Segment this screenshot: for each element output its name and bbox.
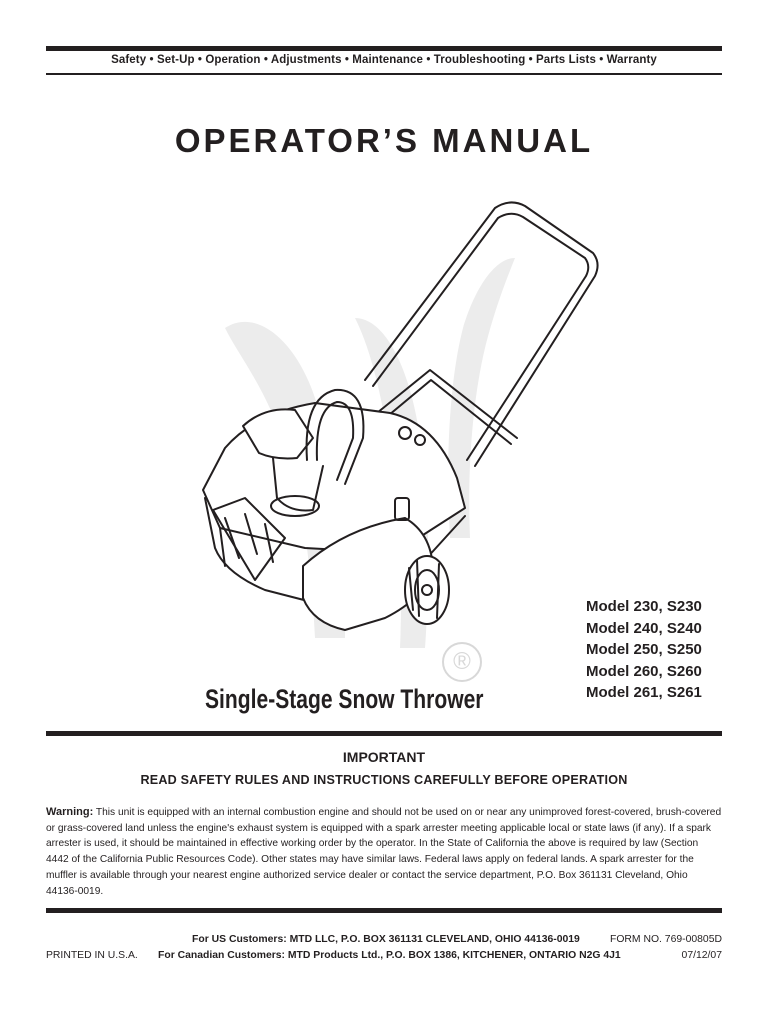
notice-top-rule — [46, 731, 722, 736]
model-entry: Model 230, S230 — [586, 598, 702, 615]
safety-instruction: READ SAFETY RULES AND INSTRUCTIONS CAREFULLY BEFORE OPERATION — [140, 773, 628, 787]
header-rule — [46, 73, 722, 75]
section-list: Safety • Set-Up • Operation • Adjustments • Maintenance • Troubleshooting • Parts Lists • Warranty — [111, 54, 657, 66]
printed-in: PRINTED IN U.S.A. — [46, 950, 138, 961]
manual-title: OPERATOR’S MANUAL — [174, 122, 594, 159]
form-number: FORM NO. 769-00805D — [609, 934, 722, 945]
important-heading: IMPORTANT — [342, 749, 426, 765]
warning-label: Warning: — [46, 806, 94, 818]
model-list — [586, 596, 746, 704]
model-entry: Model 260, S260 — [586, 662, 702, 680]
model-entry: Model 250, S250 — [586, 641, 702, 659]
warning-paragraph — [46, 805, 722, 899]
us-customers-address: For US Customers: MTD LLC, P.O. BOX 361131 CLEVELAND, OHIO 44136-0019 — [192, 934, 580, 945]
canadian-customers-address: For Canadian Customers: MTD Products Ltd., P.O. BOX 1386, KITCHENER, ONTARIO N2G 4J1 — [158, 950, 621, 961]
warning-text: This unit is equipped with an internal combustion engine and should not be used on or near any unimproved forest-covered, brush-covered or grass-covered land unless the engine's exhaust system is equipped with a spark arrester meeting applicable local or state laws (if any). If a spark arrester is used, it should be maintained in effective working order by the operator. In the State of California the above is required by law (Section 4442 of the California Public Resources Code). Other states may have similar laws. Federal laws apply on federal lands. A spark arrester for the muffler is available through your nearest engine authorized service dealer or contact the service department, P.O. Box 361131 Cleveland, Ohio 44136-0019. — [46, 807, 722, 897]
model-entry: Model 240, S240 — [586, 619, 702, 637]
registered-trademark: ® — [442, 642, 482, 682]
product-name: Single-Stage Snow Thrower — [205, 684, 484, 714]
snow-thrower-illustration — [195, 198, 615, 698]
top-rule — [46, 46, 722, 51]
model-entry: Model 261, S261 — [586, 684, 702, 702]
footer-rule — [46, 908, 722, 913]
form-date: 07/12/07 — [681, 950, 722, 961]
